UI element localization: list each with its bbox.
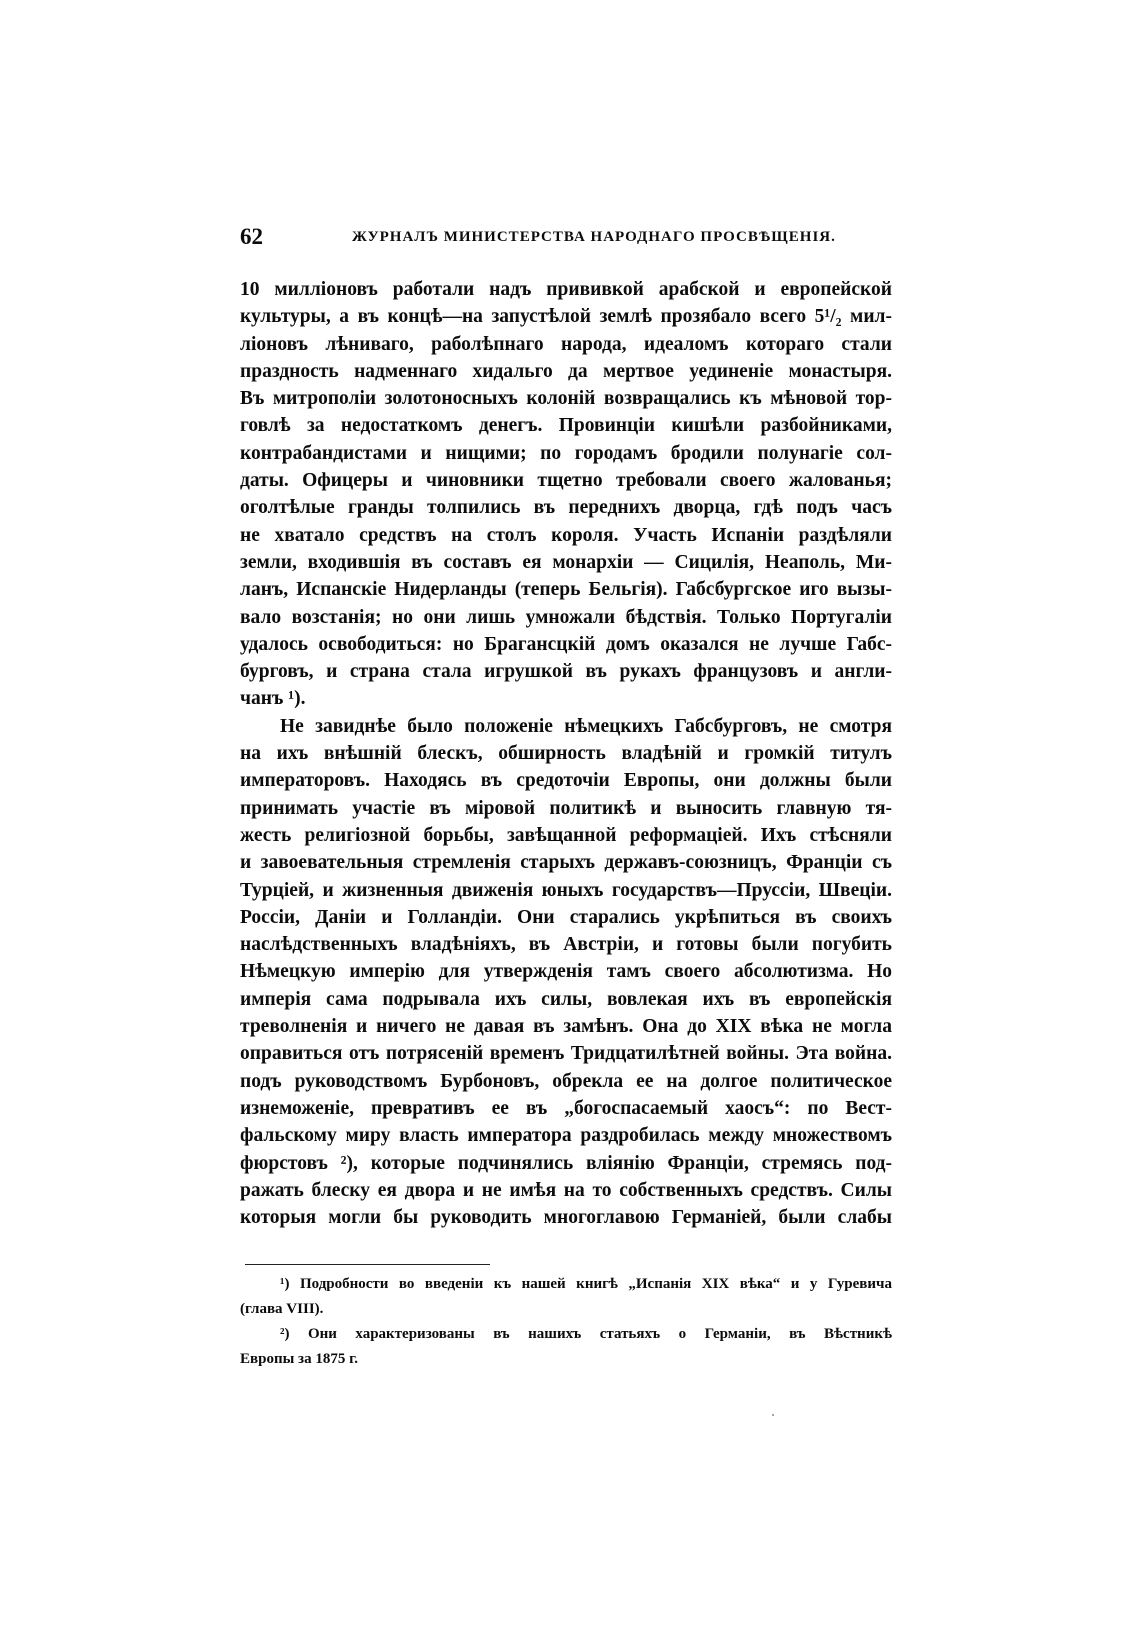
text-line: говлѣ за недостаткомъ денегъ. Провинціи кишѣли разбойниками, bbox=[240, 415, 892, 437]
text-line: 10 милліоновъ работали надъ прививкой арабской и европейской bbox=[240, 279, 892, 300]
text-line: Въ митрополіи золотоносныхъ колоній возвращались къ мѣновой тор- bbox=[240, 388, 892, 410]
text-line: оголтѣлые гранды толпились въ переднихъ дворца, гдѣ подъ часъ bbox=[240, 497, 892, 519]
footnote-1-continued: (глава VIII). bbox=[240, 1301, 324, 1317]
text-line: подъ руководствомъ Бурбоновъ, обрекла ее на долгое политическое bbox=[240, 1070, 892, 1092]
running-header bbox=[240, 224, 890, 254]
text-line: имперія сама подрывала ихъ силы, вовлекая ихъ въ европейскія bbox=[240, 988, 892, 1010]
footnotes bbox=[240, 1272, 892, 1372]
text-line: ражать блеску ея двора и не имѣя на то собственныхъ средствъ. Силы bbox=[240, 1179, 892, 1201]
paragraph-start-line: Не завиднѣе было положеніе нѣмецкихъ Габсбурговъ, не смотря bbox=[280, 715, 892, 737]
text-line: принимать участіе въ міровой политикѣ и выносить главную тя- bbox=[240, 797, 892, 819]
text-line: контрабандистами и нищими; по городамъ бродили полунагіе сол- bbox=[240, 442, 892, 464]
text-line: фальскому миру власть императора раздробилась между множествомъ bbox=[240, 1125, 892, 1147]
text-line: даты. Офицеры и чиновники тщетно требовали своего жалованья; bbox=[240, 470, 892, 492]
scan-speck bbox=[772, 1414, 774, 1416]
page-number: 62 bbox=[240, 224, 263, 249]
text-line: удалось освободиться: но Брагансцкій домъ оказался не лучше Габс- bbox=[240, 633, 892, 655]
text-line: ланъ, Испанскіе Нидерланды (теперь Бельгія). Габсбургское иго вызы- bbox=[240, 579, 892, 601]
text-line: жесть религіозной борьбы, завѣщанной реформаціей. Ихъ стѣсняли bbox=[240, 824, 892, 846]
text-line: наслѣдственныхъ владѣніяхъ, въ Австріи, и готовы были погубить bbox=[240, 934, 892, 956]
footnote-2: ²) Они характеризованы въ нашихъ статьяхъ о Германіи, въ Вѣстникѣ bbox=[280, 1326, 892, 1342]
main-text bbox=[240, 276, 892, 1231]
footnote-2-continued: Европы за 1875 г. bbox=[240, 1351, 358, 1367]
text-line: императоровъ. Находясь въ средоточіи Европы, они должны были bbox=[240, 770, 892, 792]
footnote-divider bbox=[245, 1264, 490, 1265]
text-line: изнеможеніе, превративъ ее въ „богоспасаемый хаосъ“: по Вест- bbox=[240, 1097, 892, 1119]
text-line: оправиться отъ потрясеній временъ Тридцатилѣтней войны. Эта война. bbox=[240, 1043, 892, 1065]
text-line: на ихъ внѣшній блескъ, обширность владѣній и громкій титулъ bbox=[240, 743, 892, 765]
footnote-1: ¹) Подробности во введеніи къ нашей книгѣ „Испанія XIX вѣка“ и у Гуревича bbox=[280, 1276, 892, 1292]
text-line: Турціей, и жизненныя движенія юныхъ государствъ—Пруссіи, Швеціи. bbox=[240, 879, 892, 901]
text-line: чанъ ¹). bbox=[240, 688, 306, 710]
text-line: ліоновъ лѣниваго, раболѣпнаго народа, идеаломъ котораго стали bbox=[240, 333, 892, 355]
text-line: не хватало средствъ на столъ короля. Участь Испаніи раздѣляли bbox=[240, 524, 892, 546]
text-line: фюрстовъ ²), которые подчинялись вліянію Франціи, стремясь под- bbox=[240, 1152, 892, 1174]
text-line: вало возстанія; но они лишь умножали бѣдствія. Только Португаліи bbox=[240, 606, 892, 628]
text-line: культуры, а въ концѣ—на запустѣлой землѣ прозябало всего 5¹/₂ мил- bbox=[240, 306, 892, 328]
text-line: земли, входившія въ составъ ея монархіи — Сицилія, Неаполь, Ми- bbox=[240, 551, 892, 573]
text-line: и завоевательныя стремленія старыхъ державъ-союзницъ, Франціи съ bbox=[240, 852, 892, 874]
text-line: праздность надменнаго хидальго да мертвое уединеніе монастыря. bbox=[240, 360, 892, 382]
text-line: Нѣмецкую имперію для утвержденія тамъ своего абсолютизма. Но bbox=[240, 961, 892, 983]
journal-title: ЖУРНАЛЪ МИНИСТЕРСТВА НАРОДНАГО ПРОСВѢЩЕНІЯ. bbox=[352, 229, 836, 245]
text-line: которыя могли бы руководить многоглавою Германіей, были слабы bbox=[240, 1207, 892, 1229]
text-line: бурговъ, и страна стала игрушкой въ рукахъ французовъ и англи- bbox=[240, 661, 892, 683]
text-line: Россіи, Даніи и Голландіи. Они старались укрѣпиться въ своихъ bbox=[240, 906, 892, 928]
text-line: треволненія и ничего не давая въ замѣнъ. Она до XIX вѣка не могла bbox=[240, 1016, 892, 1038]
